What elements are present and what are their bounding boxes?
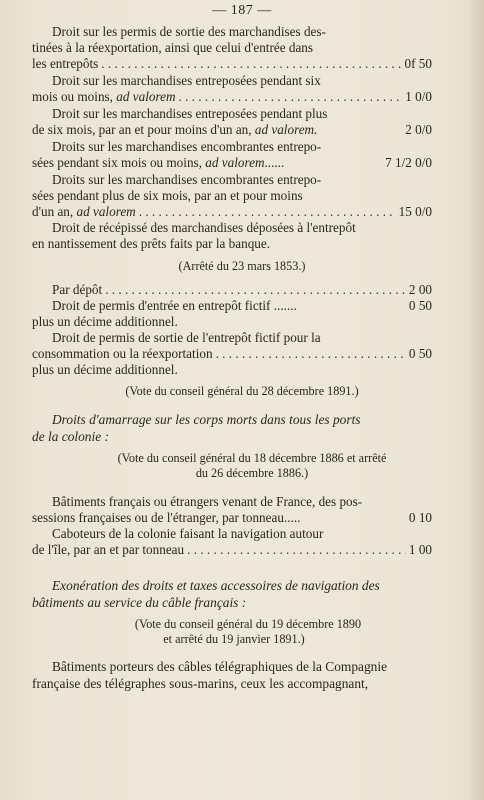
reference-1853: (Arrêté du 23 mars 1853.)	[178, 259, 306, 273]
b2-item3-line2	[32, 346, 432, 362]
s2-item1-line2-label: sessions françaises ou de l'étranger, par tonneau	[32, 510, 284, 525]
leader-dots	[178, 89, 402, 105]
s2-item1-dots: .....	[283, 510, 301, 525]
page-number: — 187 —	[212, 3, 272, 18]
item2-value: 1 0/0	[405, 89, 432, 104]
s2-item1-value: 0 10	[408, 510, 432, 525]
item2-line2-text: mois ou moins,	[32, 89, 117, 104]
section2-title-line2: de la colonie :	[32, 429, 109, 444]
b2-item3-line2-label: consommation ou la réexportation	[32, 346, 213, 361]
item5-value: 15 0/0	[398, 204, 432, 219]
item5-line3	[32, 204, 432, 220]
item5-line1: Droits sur les marchandises encombrantes entrepo-	[52, 172, 322, 187]
item1-line3	[32, 56, 432, 72]
s3-item1-line1: Bâtiments porteurs des câbles télégraphiques de la Compagnie	[52, 659, 388, 674]
s3-item1-line2: française des télégraphes sous-marins, ceux les accompagnant,	[32, 676, 369, 691]
leader-dots	[101, 56, 401, 72]
leader-dots	[105, 282, 406, 298]
item3-line1: Droit sur les marchandises entreposées pendant plus	[52, 106, 328, 121]
section3-title-line1: Exonération des droits et taxes accessoires de navigation des	[52, 578, 380, 593]
item4-dots: ......	[264, 155, 285, 170]
item5-ad-valorem: ad valorem	[76, 204, 136, 219]
s2-item2-value: 1 00	[408, 542, 432, 557]
reference-1891: (Vote du conseil général du 28 décembre 1891.)	[125, 384, 359, 398]
s2-item1-line2	[32, 510, 432, 526]
item4-line1: Droits sur les marchandises encombrantes entrepo-	[52, 139, 322, 154]
item6-line1: Droit de récépissé des marchandises déposées à l'entrepôt	[52, 220, 356, 235]
item6-line2: en nantissement des prêts faits par la banque.	[32, 236, 271, 251]
section2-title-line1: Droits d'amarrage sur les corps morts dans tous les ports	[52, 412, 361, 427]
item4-value: 7 1/2 0/0	[385, 155, 432, 170]
item4-ad-valorem: ad valorem	[205, 155, 265, 170]
b2-item2-value: 0 50	[408, 298, 432, 313]
leader-dots	[187, 542, 406, 558]
page-gutter-shadow	[468, 0, 484, 800]
item5-line3-text: d'un an,	[32, 204, 77, 219]
item4-line2-text: sées pendant six mois ou moins,	[32, 155, 206, 170]
item1-line3-label: les entrepôts	[32, 56, 99, 71]
b2-item2-dots: .......	[273, 298, 297, 313]
b2-item2-line2: plus un décime additionnel.	[32, 314, 178, 329]
b2-item1-value: 2 00	[408, 282, 432, 297]
item3-value: 2 0/0	[405, 122, 432, 137]
item5-line2: sées pendant plus de six mois, par an et pour moins	[32, 188, 303, 203]
b2-item1	[52, 282, 432, 298]
item4-line2	[32, 155, 432, 171]
b2-item3-value: 0 50	[408, 346, 432, 361]
section3-reference-line1: (Vote du conseil général du 19 décembre 1890	[134, 617, 362, 631]
item2-line1: Droit sur les marchandises entreposées pendant six	[52, 73, 321, 88]
item3-ad-valorem: ad valorem.	[254, 122, 318, 137]
b2-item3-line3: plus un décime additionnel.	[32, 362, 178, 377]
b2-item2-label: Droit de permis d'entrée en entrepôt fictif	[52, 298, 271, 313]
leader-dots	[139, 204, 396, 220]
item1-line1: Droit sur les permis de sortie des marchandises des-	[52, 24, 326, 39]
s2-item2-line1: Caboteurs de la colonie faisant la navigation autour	[52, 526, 324, 541]
section3-reference-line2: et arrêté du 19 janvier 1891.)	[163, 632, 305, 646]
s2-item2-line2-label: de l'île, par an et par tonneau	[32, 542, 185, 557]
item3-line2	[32, 122, 432, 138]
s2-item1-line1: Bâtiments français ou étrangers venant de France, des pos-	[52, 494, 363, 509]
item2-line2	[32, 89, 432, 105]
section3-title-line2: bâtiments au service du câble français :	[32, 595, 247, 610]
leader-dots	[216, 346, 406, 362]
section2-reference-line2: du 26 décembre 1886.)	[195, 466, 309, 480]
b2-item1-label: Par dépôt	[52, 282, 103, 297]
b2-item3-line1: Droit de permis de sortie de l'entrepôt fictif pour la	[52, 330, 321, 345]
item2-ad-valorem: ad valorem	[116, 89, 176, 104]
item3-line2-text: de six mois, par an et pour moins d'un an,	[32, 122, 255, 137]
s2-item2-line2	[32, 542, 432, 558]
item1-line2: tinées à la réexportation, ainsi que celui d'entrée dans	[32, 40, 314, 55]
item1-value: 0f 50	[404, 56, 432, 71]
b2-item2	[52, 298, 432, 314]
section2-reference-line1: (Vote du conseil général du 18 décembre 1886 et arrêté	[117, 451, 387, 465]
